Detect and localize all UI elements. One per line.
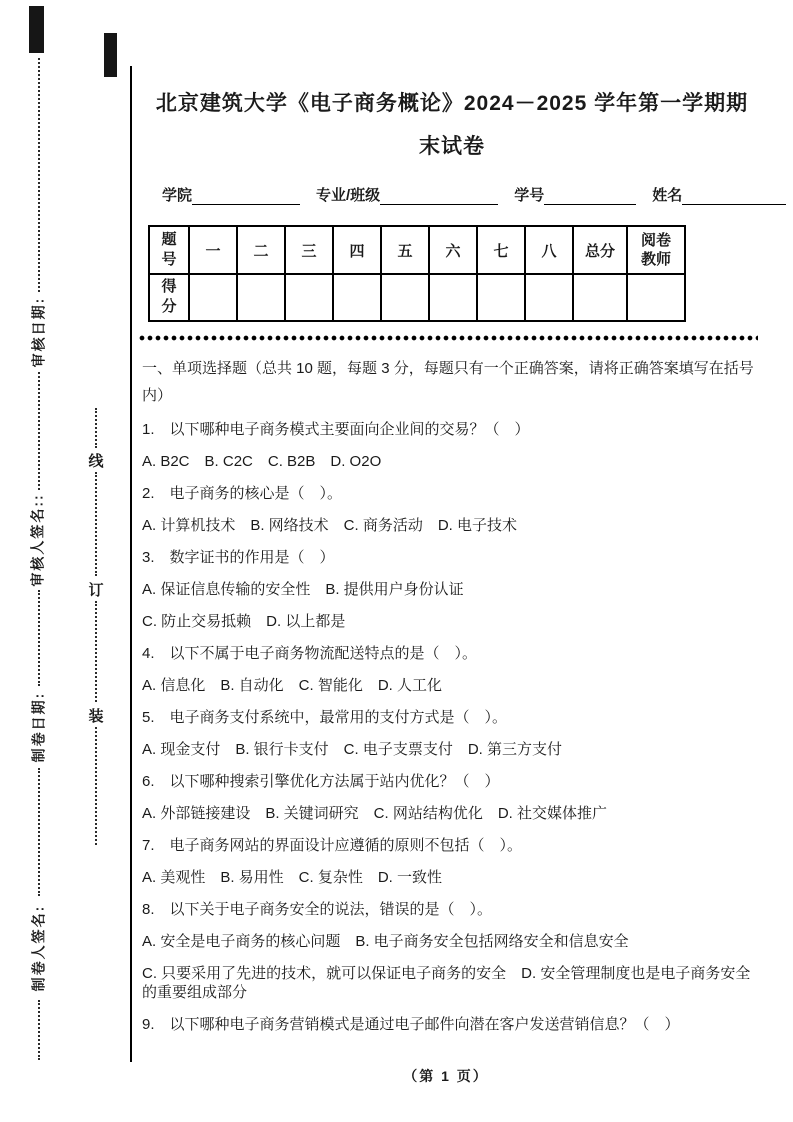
score-table-col-total: 总分	[573, 226, 627, 274]
score-table-score-row	[149, 274, 685, 321]
score-table-col-8: 八	[525, 226, 573, 274]
score-cell	[477, 274, 525, 321]
binding-dotted-line	[38, 1000, 40, 1060]
question-text: 2. 电子商务的核心是（ ）。	[142, 485, 343, 503]
binding-dotted-line	[38, 372, 40, 490]
question-7	[142, 836, 762, 887]
question-8	[142, 900, 762, 1002]
binding-char-staple: 订	[88, 582, 104, 599]
score-table-col-7: 七	[477, 226, 525, 274]
dotted-separator	[138, 335, 758, 341]
section-heading: 一、单项选择题（总共 10 题，每题 3 分，每题只有一个正确答案，请将正确答案填写在括号内）	[142, 359, 754, 405]
question-options: A. 美观性 B. 易用性 C. 复杂性 D. 一致性	[142, 869, 443, 887]
score-cell	[429, 274, 477, 321]
field-label-college: 学院	[162, 187, 193, 205]
score-cell	[333, 274, 381, 321]
score-table-col-5: 五	[381, 226, 429, 274]
field-label-major-class: 专业/班级	[316, 187, 381, 205]
field-label-student-id: 学号	[514, 187, 545, 205]
exam-body	[142, 355, 762, 1035]
score-table-col-grader: 阅卷教师	[627, 226, 685, 274]
question-options: A. 现金支付 B. 银行卡支付 C. 电子支票支付 D. 第三方支付	[142, 741, 563, 759]
question-options: A. 外部链接建设 B. 关键词研究 C. 网站结构优化 D. 社交媒体推广	[142, 805, 608, 823]
score-table-header-row	[149, 226, 685, 274]
question-options: A. B2C B. C2C C. B2B D. O2O	[142, 453, 382, 471]
score-table-col-6: 六	[429, 226, 477, 274]
binding-dotted-line	[95, 408, 97, 448]
score-table-col-2: 二	[237, 226, 285, 274]
score-table-score-label: 得分	[149, 274, 189, 321]
binding-dotted-line	[38, 768, 40, 896]
question-1	[142, 420, 762, 471]
score-cell	[189, 274, 237, 321]
question-text: 1. 以下哪种电子商务模式主要面向企业间的交易？（ ）	[142, 421, 530, 439]
binding-dotted-line	[38, 590, 40, 686]
score-table	[148, 225, 686, 322]
question-options: A. 保证信息传输的安全性 B. 提供用户身份认证	[142, 581, 464, 599]
field-line-college	[192, 185, 300, 205]
field-line-name	[682, 185, 786, 205]
field-major-class	[316, 184, 510, 205]
binding-dotted-line	[95, 727, 97, 845]
field-student-id	[514, 184, 648, 205]
exam-sheet	[130, 66, 762, 1062]
question-4	[142, 644, 762, 695]
field-name	[652, 184, 786, 205]
question-6	[142, 772, 762, 823]
binding-dotted-line	[95, 472, 97, 576]
question-options: A. 信息化 B. 自动化 C. 智能化 D. 人工化	[142, 677, 443, 695]
question-text: 9. 以下哪种电子商务营销模式是通过电子邮件向潜在客户发送营销信息？（ ）	[142, 1016, 680, 1034]
student-info-row	[162, 184, 762, 205]
score-cell	[627, 274, 685, 321]
question-options: A. 计算机技术 B. 网络技术 C. 商务活动 D. 电子技术	[142, 517, 518, 535]
registration-mark	[104, 33, 117, 77]
score-cell	[237, 274, 285, 321]
question-options: A. 安全是电子商务的核心问题 B. 电子商务安全包括网络安全和信息安全	[142, 933, 629, 951]
question-text: 4. 以下不属于电子商务物流配送特点的是（ ）。	[142, 645, 478, 663]
field-college	[162, 184, 312, 205]
binding-dotted-line	[38, 58, 40, 292]
score-table-col-3: 三	[285, 226, 333, 274]
question-text: 3. 数字证书的作用是（ ）	[142, 549, 335, 567]
score-cell	[381, 274, 429, 321]
field-label-name: 姓名	[652, 187, 683, 205]
binding-char-line: 线	[88, 453, 104, 470]
margin-label-review-date: 审核日期:	[30, 296, 47, 368]
margin-label-reviewer-sign: 审核人签名::	[30, 493, 47, 587]
score-table-corner: 题号	[149, 226, 189, 274]
question-text: 7. 电子商务网站的界面设计应遵循的原则不包括（ ）。	[142, 837, 523, 855]
exam-title: 北京建筑大学《电子商务概论》2024－2025 学年第一学期期末试卷	[155, 92, 749, 159]
binding-dotted-line	[95, 601, 97, 702]
margin-label-maker-sign: 制卷人签名:	[30, 904, 47, 992]
field-line-major-class	[380, 185, 498, 205]
score-cell	[285, 274, 333, 321]
question-text: 5. 电子商务支付系统中，最常用的支付方式是（ ）。	[142, 709, 508, 727]
question-9	[142, 1015, 762, 1034]
page-number: （第 1 页）	[403, 1068, 489, 1084]
question-3	[142, 548, 762, 631]
question-options: C. 防止交易抵赖 D. 以上都是	[142, 613, 346, 631]
question-text: 8. 以下关于电子商务安全的说法，错误的是（ ）。	[142, 901, 493, 919]
question-text: 6. 以下哪种搜索引擎优化方法属于站内优化？（ ）	[142, 773, 500, 791]
score-cell	[525, 274, 573, 321]
score-table-col-1: 一	[189, 226, 237, 274]
score-table-col-4: 四	[333, 226, 381, 274]
binding-char-bind: 装	[88, 708, 104, 725]
question-options: C. 只要采用了先进的技术，就可以保证电子商务的安全 D. 安全管理制度也是电子商务安全的重要组成部分	[142, 965, 751, 1002]
question-5	[142, 708, 762, 759]
question-2	[142, 484, 762, 535]
margin-label-made-date: 制卷日期:	[30, 691, 47, 763]
registration-mark	[29, 6, 44, 53]
field-line-student-id	[544, 185, 636, 205]
score-cell	[573, 274, 627, 321]
